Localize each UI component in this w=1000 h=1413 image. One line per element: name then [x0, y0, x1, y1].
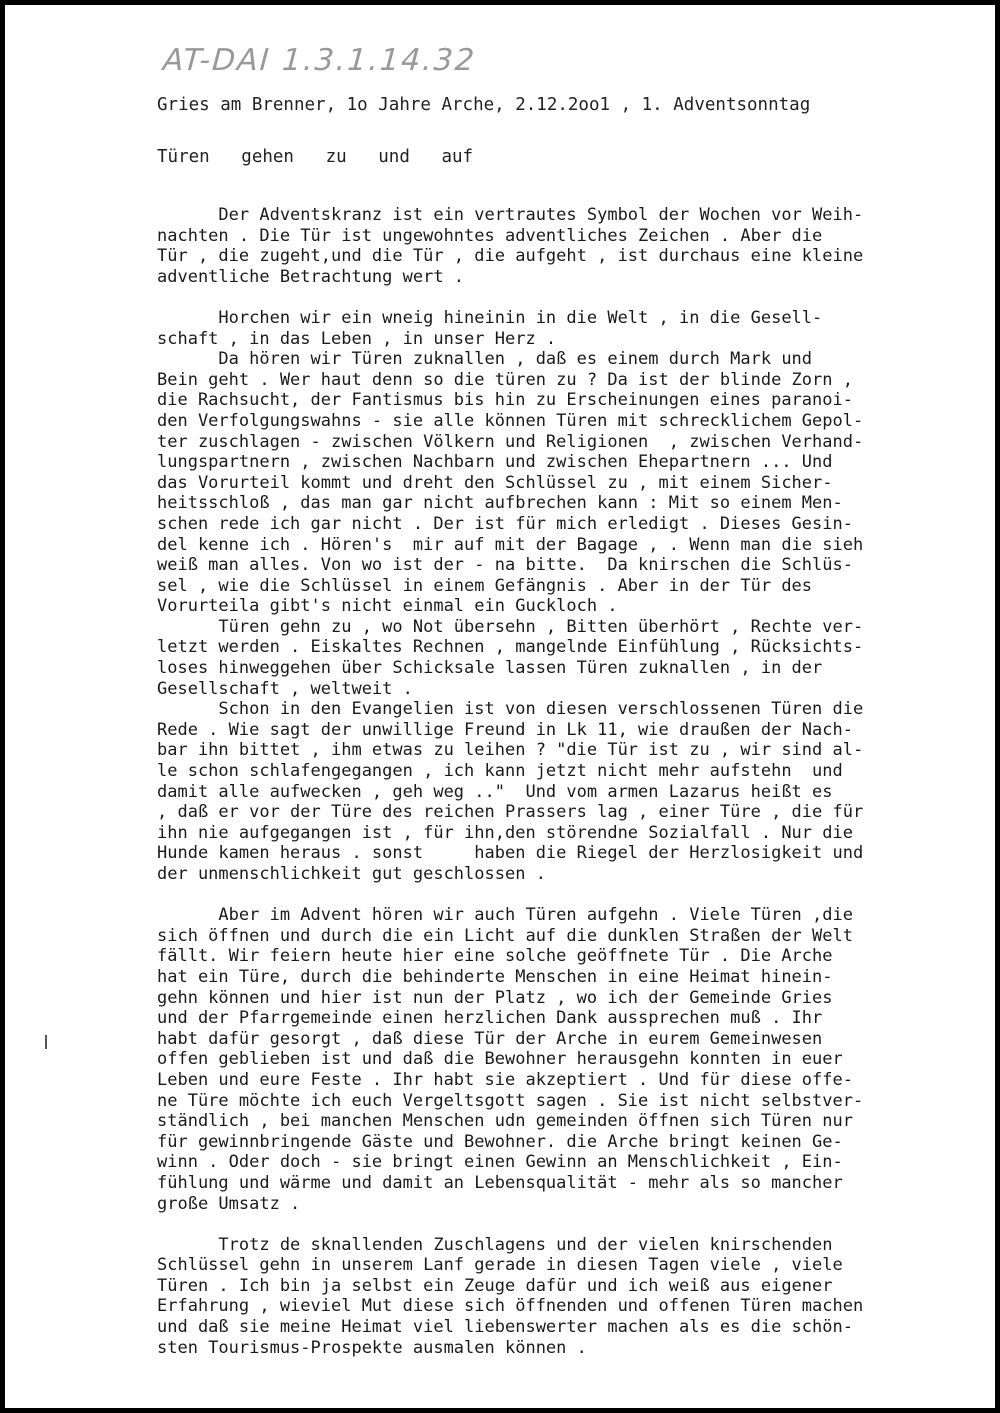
- text-line: und daß sie meine Heimat viel liebenswerter machen als es die schön-: [157, 1317, 853, 1338]
- archive-reference-handwritten: AT-DAI 1.3.1.14.32: [161, 43, 478, 78]
- text-line: Tür , die zugeht,und die Tür , die aufgeht , ist durchaus eine kleine: [157, 246, 864, 267]
- text-line: Türen gehn zu , wo Not übersehn , Bitten überhört , Rechte ver-: [157, 616, 864, 637]
- text-line: nachten . Die Tür ist ungewohntes adventliches Zeichen . Aber die: [157, 225, 823, 246]
- text-line: das Vorurteil kommt und dreht den Schlüssel zu , mit einem Sicher-: [157, 472, 833, 493]
- text-line: Rede . Wie sagt der unwillige Freund in Lk 11, wie draußen der Nach-: [157, 719, 853, 740]
- text-line: schaft , in das Leben , in unser Herz .: [157, 328, 557, 349]
- text-line: Schlüssel gehn in unserem Lanf gerade in diesen Tagen viele , viele: [157, 1255, 843, 1276]
- text-line: bar ihn bittet , ihm etwas zu leihen ? "die Tür ist zu , wir sind al-: [157, 740, 864, 761]
- text-line: [157, 885, 863, 906]
- text-line: ter zuschlagen - zwischen Völkern und Religionen , zwischen Verhand-: [157, 431, 864, 452]
- text-line: lungspartnern , zwischen Nachbarn und zwischen Ehepartnern ... Und: [157, 452, 833, 473]
- text-line: damit alle aufwecken , geh weg .." Und vom armen Lazarus heißt es: [157, 781, 833, 802]
- text-line: Türen . Ich bin ja selbst ein Zeuge dafür und ich weiß aus eigener: [157, 1275, 833, 1296]
- text-line: sel , wie die Schlüssel in einem Gefängnis . Aber in der Tür des: [157, 575, 813, 596]
- text-line: Trotz de sknallenden Zuschlagens und der vielen knirschenden: [157, 1234, 833, 1255]
- document-title: Türen gehen zu und auf: [157, 147, 474, 167]
- text-line: Horchen wir ein wneig hineinin in die Welt , in die Gesell-: [157, 307, 823, 328]
- text-line: fühlung und wärme und damit an Lebensqualität - mehr als so mancher: [157, 1172, 843, 1193]
- text-line: die Rachsucht, der Fantismus bis hin zu Erscheinungen eines paranoi-: [157, 390, 853, 411]
- text-line: offen geblieben ist und daß die Bewohner herausgehn konnten in euer: [157, 1049, 843, 1070]
- text-line: sten Tourismus-Prospekte ausmalen können .: [157, 1337, 587, 1358]
- document-page: [5, 5, 995, 1408]
- text-line: Der Adventskranz ist ein vertrautes Symbol der Wochen vor Weih-: [157, 205, 864, 225]
- text-line: habt dafür gesorgt , daß diese Tür der Arche in eurem Gemeinwesen: [157, 1028, 823, 1049]
- text-line: Gesellschaft , weltweit .: [157, 678, 413, 699]
- text-line: le schon schlafengegangen , ich kann jetzt nicht mehr aufstehn und: [157, 761, 843, 782]
- text-line: Vorurteila gibt's nicht einmal ein Guckloch .: [157, 596, 618, 617]
- text-line: ständlich , bei manchen Menschen udn gemeinden öffnen sich Türen nur: [157, 1111, 853, 1132]
- text-line: Erfahrung , wieviel Mut diese sich öffnenden und offenen Türen machen: [157, 1296, 864, 1317]
- text-line: sich öffnen und durch die ein Licht auf die dunklen Straßen der Welt: [157, 925, 853, 946]
- text-line: hat ein Türe, durch die behinderte Menschen in eine Heimat hinein-: [157, 966, 833, 987]
- text-line: winn . Oder doch - sie bringt einen Gewinn an Menschlichkeit , Ein-: [157, 1152, 843, 1173]
- text-line: Da hören wir Türen zuknallen , daß es einem durch Mark und: [157, 349, 813, 370]
- text-line: adventliche Betrachtung wert .: [157, 266, 465, 287]
- text-line: ne Türe möchte ich euch Vergeltsgott sagen . Sie ist nicht selbstver-: [157, 1090, 864, 1111]
- text-line: schen rede ich gar nicht . Der ist für mich erledigt . Dieses Gesin-: [157, 513, 853, 534]
- text-line: große Umsatz .: [157, 1193, 301, 1214]
- text-line: loses hinweggehen über Schicksale lassen Türen zuknallen , in der: [157, 658, 823, 679]
- text-line: Aber im Advent hören wir auch Türen aufgehn . Viele Türen ,die: [157, 905, 853, 926]
- text-line: Leben und eure Feste . Ihr habt sie akzeptiert . Und für diese offe-: [157, 1069, 853, 1090]
- text-line: [157, 287, 863, 308]
- text-line: den Verfolgungswahns - sie alle können Türen mit schrecklichem Gepol-: [157, 410, 864, 431]
- text-line: del kenne ich . Hören's mir auf mit der Bagage , . Wenn man die sieh: [157, 534, 864, 555]
- document-header: Gries am Brenner, 1o Jahre Arche, 2.12.2oo1 , 1. Adventsonntag: [157, 95, 811, 115]
- text-line: für gewinnbringende Gäste und Bewohner. die Arche bringt keinen Ge-: [157, 1131, 843, 1152]
- text-line: gehn können und hier ist nun der Platz , wo ich der Gemeinde Gries: [157, 987, 833, 1008]
- text-line: fällt. Wir feiern heute hier eine solche geöffnete Tür . Die Arche: [157, 946, 833, 967]
- text-line: , daß er vor der Türe des reichen Prassers lag , einer Türe , die für: [157, 802, 864, 823]
- text-line: Hunde kamen heraus . sonst haben die Riegel der Herzlosigkeit und: [157, 843, 864, 864]
- text-line: [157, 1214, 863, 1235]
- text-line: letzt werden . Eiskaltes Rechnen , mangelnde Einfühlung , Rücksichts-: [157, 637, 864, 658]
- document-body: [157, 205, 863, 1358]
- text-line: Schon in den Evangelien ist von diesen verschlossenen Türen die: [157, 699, 864, 720]
- text-line: der unmenschlichkeit gut geschlossen .: [157, 864, 546, 884]
- text-line: heitsschloß , das man gar nicht aufbrechen kann : Mit so einem Men-: [157, 493, 843, 514]
- scan-mark: [45, 1035, 47, 1049]
- text-line: und der Pfarrgemeinde einen herzlichen Dank aussprechen muß . Ihr: [157, 1008, 823, 1029]
- text-line: Bein geht . Wer haut denn so die türen zu ? Da ist der blinde Zorn ,: [157, 369, 853, 390]
- text-line: weiß man alles. Von wo ist der - na bitte. Da knirschen die Schlüs-: [157, 555, 853, 576]
- text-line: ihn nie aufgegangen ist , für ihn,den störendne Sozialfall . Nur die: [157, 822, 853, 843]
